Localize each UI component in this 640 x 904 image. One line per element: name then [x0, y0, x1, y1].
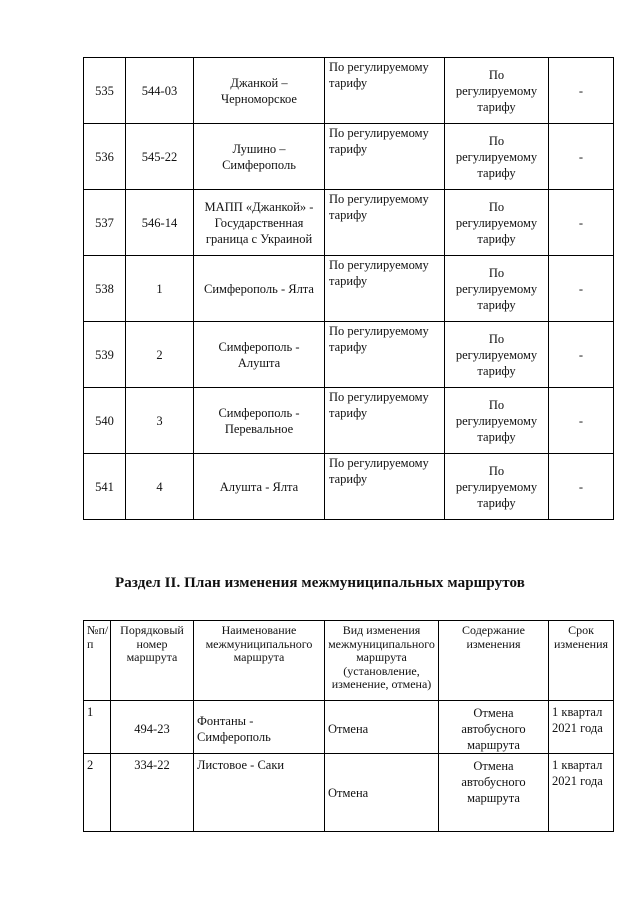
tariff-type: По регулируемому тарифу [325, 388, 445, 454]
header-change-term: Срок изменения [549, 621, 614, 701]
route-number: 2 [126, 322, 194, 388]
table-row [84, 388, 614, 454]
route-number: 544-03 [126, 58, 194, 124]
empty-marker: - [549, 190, 614, 256]
routes-table-body [84, 58, 614, 520]
tariff-basis: По регулируемому тарифу [445, 322, 549, 388]
route-name: Джанкой – Черноморское [194, 58, 325, 124]
header-change-type: Вид изменения межмуниципального маршрута (установление, изменение, отмена) [325, 621, 439, 701]
tariff-type: По регулируемому тарифу [325, 256, 445, 322]
route-name: Алушта - Ялта [194, 454, 325, 520]
change-type: Отмена [325, 754, 439, 832]
route-name: Симферополь - Ялта [194, 256, 325, 322]
tariff-type: По регулируемому тарифу [325, 454, 445, 520]
table-row [84, 256, 614, 322]
tariff-type: По регулируемому тарифу [325, 58, 445, 124]
empty-marker: - [549, 256, 614, 322]
route-name: Лушино – Симферополь [194, 124, 325, 190]
empty-marker: - [549, 322, 614, 388]
route-number: 3 [126, 388, 194, 454]
route-name: Листовое - Саки [194, 754, 325, 832]
header-route-name: Наименование межмуниципального маршрута [194, 621, 325, 701]
tariff-basis: По регулируемому тарифу [445, 388, 549, 454]
table-row [84, 754, 614, 832]
row-number: 541 [84, 454, 126, 520]
route-changes-table [83, 620, 614, 832]
tariff-basis: По регулируемому тарифу [445, 124, 549, 190]
change-content: Отмена автобусного маршрута [439, 754, 549, 832]
empty-marker: - [549, 388, 614, 454]
empty-marker: - [549, 454, 614, 520]
route-name: Симферополь - Перевальное [194, 388, 325, 454]
tariff-basis: По регулируемому тарифу [445, 256, 549, 322]
header-route-number: Порядковый номер маршрута [111, 621, 194, 701]
change-term: 1 квартал 2021 года [549, 754, 614, 832]
header-change-content: Содержание изменения [439, 621, 549, 701]
route-number: 1 [126, 256, 194, 322]
row-num: 2 [84, 754, 111, 832]
route-name: Фонтаны - Симферополь [194, 701, 325, 754]
tariff-basis: По регулируемому тарифу [445, 454, 549, 520]
route-number: 494-23 [111, 701, 194, 754]
route-number: 4 [126, 454, 194, 520]
change-term: 1 квартал 2021 года [549, 701, 614, 754]
route-number: 546-14 [126, 190, 194, 256]
row-num: 1 [84, 701, 111, 754]
tariff-type: По регулируемому тарифу [325, 124, 445, 190]
table-row [84, 124, 614, 190]
table-row [84, 701, 614, 754]
route-number: 545-22 [126, 124, 194, 190]
tariff-basis: По регулируемому тарифу [445, 190, 549, 256]
change-type: Отмена [325, 701, 439, 754]
row-number: 539 [84, 322, 126, 388]
row-number: 535 [84, 58, 126, 124]
table-row [84, 454, 614, 520]
route-name: Симферополь - Алушта [194, 322, 325, 388]
tariff-type: По регулируемому тарифу [325, 190, 445, 256]
route-name: МАПП «Джанкой» - Государственная граница с Украиной [194, 190, 325, 256]
change-content: Отмена автобусного маршрута [439, 701, 549, 754]
table-header-row [84, 621, 614, 701]
row-number: 538 [84, 256, 126, 322]
row-number: 537 [84, 190, 126, 256]
route-number: 334-22 [111, 754, 194, 832]
header-num: №п/ п [84, 621, 111, 701]
section-title: Раздел II. План изменения межмуниципальных маршрутов [115, 575, 525, 591]
empty-marker: - [549, 58, 614, 124]
tariff-type: По регулируемому тарифу [325, 322, 445, 388]
table-row [84, 190, 614, 256]
empty-marker: - [549, 124, 614, 190]
tariff-basis: По регулируемому тарифу [445, 58, 549, 124]
row-number: 540 [84, 388, 126, 454]
row-number: 536 [84, 124, 126, 190]
table-row [84, 58, 614, 124]
table-row [84, 322, 614, 388]
routes-table-continuation [83, 57, 614, 520]
